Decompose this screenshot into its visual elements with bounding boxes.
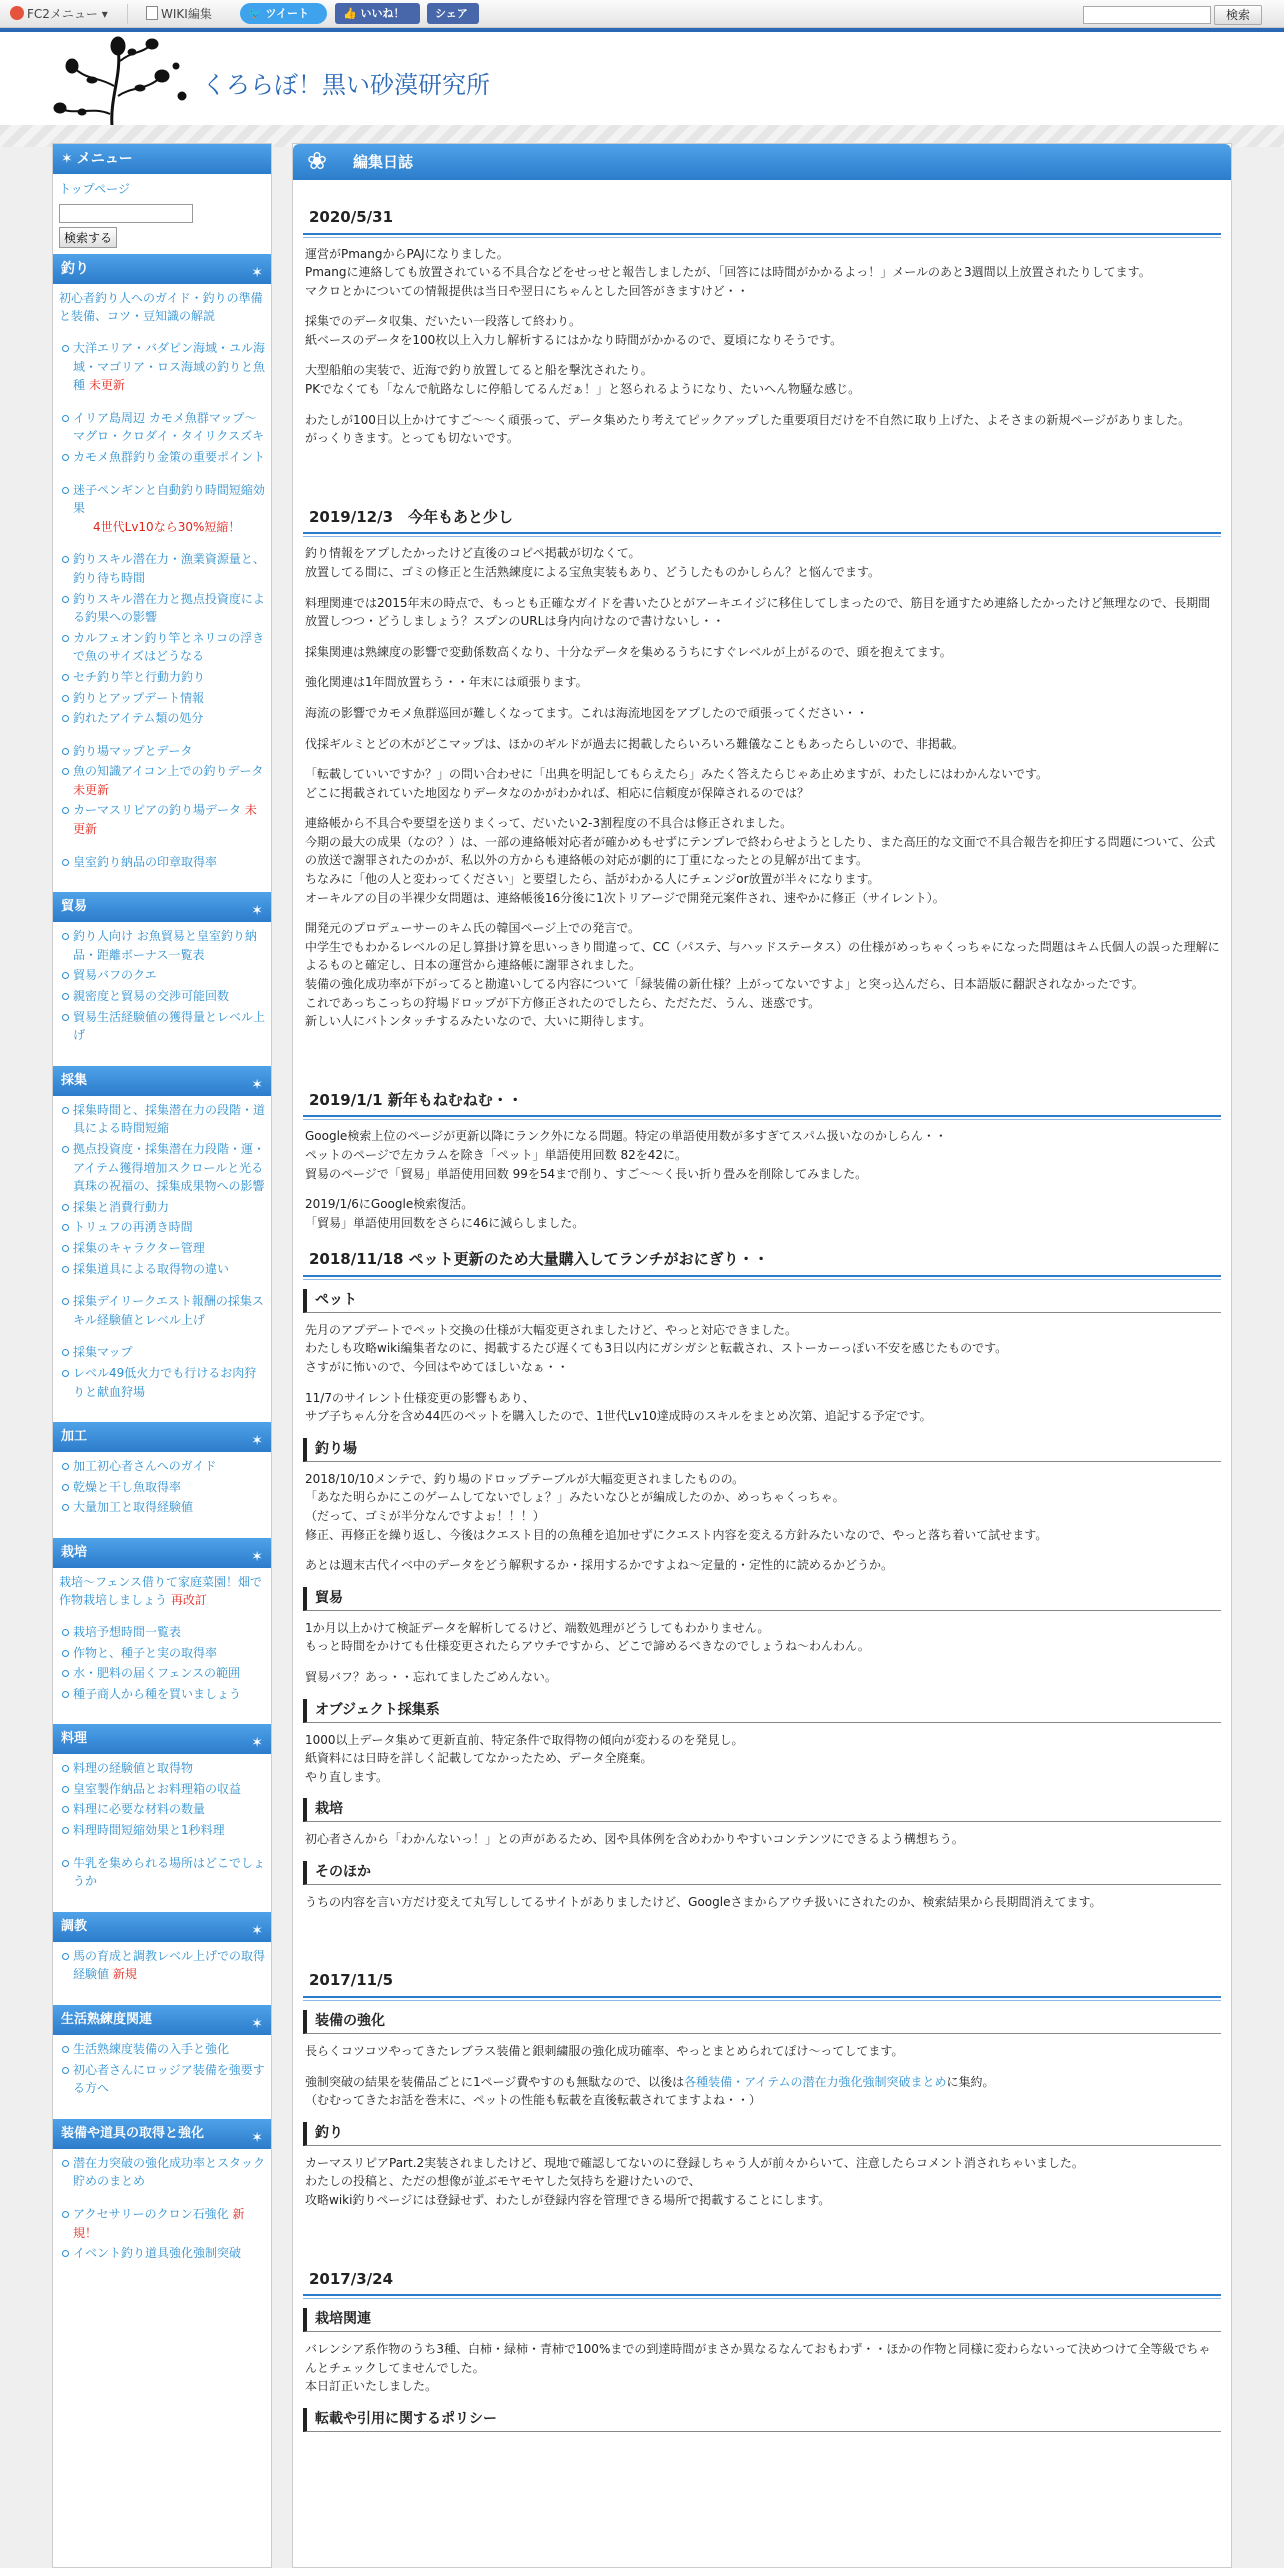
section-title: 生活熟練度関連 (61, 2012, 153, 2028)
sidebar-link-label: トリュフの再湧き時間 (73, 1220, 193, 1235)
entry-date-heading: 2018/11/18 ペット更新のため大量購入してランチがおにぎり・・ (303, 1244, 1221, 1277)
share-label: シェア (435, 7, 468, 20)
site-title[interactable]: くろらぼ！黒い砂漠研究所 (202, 71, 490, 99)
paragraph-text: 連絡帳から不具合や要望を送りまくって、だいたい2-3割程度の不具合は修正されました。 今期の最大の成果（なの？）は、一部の連絡帳対応者が確かめもせずにテンプレで終わらせようとしたり、また高圧的な文面で不具合報告を抑圧する問題について、公式の放送で謝罪されたのかが、私以外の方からも連絡帳の対応が劇的に丁重になったとの見解が出てます。 ちなみに「他の人と変わってください」と要望したら、話がわかる人にチェンジor放置が半々になります。 オーキルアの目の半裸少女問題は、連絡帳後16分後に1次トリアージで開発元案件され、速やかに修正（サイレント）。 (305, 816, 1216, 905)
sidebar-link-label: イベント釣り道具強化強制突破 (73, 2246, 242, 2261)
toolbar-divider (127, 4, 128, 24)
paragraph-text: 初心者さんから「わかんないっ！」との声があるため、図や具体例を含めわかりやすいコンテンツにできるよう構想ちう。 (305, 1832, 964, 1847)
entry-subheading: 貿易 (303, 1587, 1221, 1611)
sidebar-search-button[interactable]: 検索する (59, 227, 117, 248)
entry-paragraph (303, 643, 1221, 662)
sparkle-icon: ✶ (251, 1922, 263, 1939)
paragraph-text: Google検索上位のページが更新以降にランク外になる問題。特定の単語使用数が多すぎてスパム扱いなのかしらん・・ ペットのページで左カラムを除き「ペット」単語使用回数 82を42に。 貿易のページで「貿易」単語使用回数 99を54まで削り、すご～～く長い折り畳みを削除してみました。 (305, 1129, 947, 1181)
paragraph-text: あとは週末古代イベ中のデータをどう解釈するか・採用するかですよね～定量的・定性的に読めるかどうか。 (305, 1558, 894, 1573)
sidebar-link[interactable] (59, 800, 265, 839)
paragraph-text: 開発元のプロデューサーのキム氏の韓国ページ上での発言で。 中学生でもわかるレベルの足し算掛け算を思いっきり間違って、CC（パステ、与ハッドステータス）の仕様がめっちゃくっちゃになった問題はキム氏個人の誤った理解によるものと確定し、日本の運営から連絡帳に謝罪されました。 装備の強化成功率が下がってると勘違いしてる内容について「緑装備の新仕様？上がってないですよ」と突っ込んだら、日本語版に翻訳されなかったです。 これであっちこっちの狩場ドロップが下方修正されたのでしたら、ただただ、うん、迷惑です。 新しい人にバトンタッチするみたいなので、大いに期待します。 (305, 921, 1220, 1029)
sidebar-section-header (53, 254, 271, 284)
sparkle-icon: ✶ (251, 903, 263, 920)
sidebar-link[interactable] (59, 1946, 265, 1985)
sidebar-section (53, 2035, 271, 2105)
sidebar-link[interactable] (59, 1139, 265, 1197)
sidebar-link[interactable] (59, 926, 265, 965)
wiki-edit-link[interactable] (146, 5, 212, 23)
entry-paragraph (303, 2073, 1221, 2110)
wiki-edit-label: WIKI編集 (161, 7, 212, 21)
sidebar-link[interactable] (59, 1007, 265, 1046)
sidebar-link-label: 生活熟練度装備の入手と強化 (73, 2042, 230, 2057)
sidebar-link-label: 牛乳を集められる場所はどこでしょうか (73, 1855, 266, 1889)
entry-spacer (303, 1923, 1221, 1953)
sidebar-link-label: 料理に必要な材料の数量 (73, 1802, 206, 1817)
sidebar-link-label: 釣り人向け お魚貿易と皇室釣り納品・距離ボーナス一覧表 (73, 929, 257, 962)
section-intro-link[interactable]: 栽培～フェンス借りて家庭菜園！畑で作物栽培しましょう 再改訂 (59, 1574, 263, 1607)
status-badge: 未更新 (85, 378, 125, 393)
paragraph-text: 1か月以上かけて検証データを解析してるけど、端数処理がどうしてもわかりません。 もっと時間をかけても仕様変更されたらアウチですから、どこで諦めるべきなのでしょうね～わんわん。 (305, 1620, 870, 1654)
sidebar-link-label: 釣りとアップデート情報 (73, 690, 205, 705)
entry-paragraph (303, 1127, 1221, 1183)
entry-subheading: 装備の強化 (303, 2010, 1221, 2034)
sidebar-link[interactable] (59, 2060, 265, 2099)
sidebar-link[interactable] (59, 1779, 265, 1800)
main-content (292, 143, 1232, 2568)
flower-icon: ❀ (307, 147, 328, 175)
sidebar-link[interactable] (59, 1100, 265, 1139)
sidebar-link[interactable] (59, 2204, 265, 2243)
section-title: 装備や道具の取得と強化 (61, 2125, 205, 2141)
sidebar-link-label: セチ釣り竿と行動力釣り (73, 669, 206, 684)
entry-date-heading: 2019/12/3 今年もあと少し (303, 502, 1221, 535)
sidebar-section (53, 1096, 271, 1408)
paragraph-text: 伐採ギルミとどの木がどこマップは、ほかのギルドが過去に掲載したらいろいろ難儀なこともあったらしいので、非掲載。 (305, 736, 964, 751)
entry-spacer (303, 460, 1221, 490)
sidebar-link-label: カルフェオン釣り竿とネリコの浮きで魚のサイズはどうなる (73, 630, 265, 664)
entry-paragraph (303, 814, 1221, 907)
thumbs-up-icon: 👍 (343, 7, 361, 20)
section-title: 採集 (61, 1072, 88, 1088)
entry-subheading: オブジェクト採集系 (303, 1699, 1221, 1723)
entry-date-heading: 2017/11/5 (303, 1965, 1221, 1998)
entry-paragraph (303, 1830, 1221, 1849)
main-header-title: 編集日誌 (353, 153, 414, 171)
sidebar-link-label: 乾燥と干し魚取得率 (73, 1479, 182, 1494)
sidebar-link-label: 貿易バフのクエ (73, 968, 157, 983)
sidebar-link[interactable] (59, 1477, 265, 1498)
sidebar-section (53, 922, 271, 1052)
highlight-note: 4世代Lv10なら30%短縮！ (93, 519, 241, 534)
paragraph-text: 2019/1/6にGoogle検索復活。 「貿易」単語使用回数をさらに46に減らしました。 (305, 1197, 585, 1230)
like-label: いいね！ (360, 7, 405, 20)
entry-paragraph (303, 312, 1221, 349)
sidebar-link[interactable] (59, 1853, 265, 1892)
sidebar-link-label: 皇室製作納品とお料理箱の収益 (73, 1781, 242, 1796)
sidebar-link-label: 皇室釣り納品の印章取得率 (73, 854, 218, 869)
entry-subheading: ペット (303, 1289, 1221, 1313)
vine-logo-icon (52, 36, 192, 126)
sidebar-link-label: 親密度と貿易の交渉可能回数 (73, 989, 230, 1004)
paragraph-text: 1000以上データ集めて更新直前、特定条件で取得物の傾向が変わるのを発見し。 紙資料には日時を詳しく記載してなかったため、データ全廃棄。 やり直します。 (305, 1732, 744, 1784)
sidebar-section-header (53, 2005, 271, 2035)
sidebar-link-label: アクセサリーのクロン石強化 (73, 2207, 229, 2221)
sidebar-link[interactable] (59, 2039, 265, 2060)
sidebar-link[interactable] (59, 667, 265, 688)
sidebar-link[interactable] (59, 1643, 265, 1664)
sidebar-link[interactable] (59, 338, 265, 396)
like-button[interactable] (335, 3, 420, 24)
sidebar-link-list (59, 338, 265, 872)
entry-paragraph (303, 673, 1221, 692)
sidebar-link-label: 釣れたアイテム類の処分 (73, 711, 204, 726)
sidebar-link-label: レベル49低火力でも行けるお肉狩りと献血狩場 (73, 1365, 257, 1399)
paragraph-text: 大型船舶の実装で、近海で釣り放置してると船を撃沈されたり。 PKでなくても「なんで航路なしに停船してるんだぁ！」と怒られるようになり、たいへん物騒な感じ。 (305, 363, 861, 397)
paragraph-text: 先月のアプデートでペット交換の仕様が大幅変更されましたけど、やっと対応できました。 わたしも攻略wiki編集者なのに、掲載するたび遅くても3日以内にガシガシと転載され、ストーカーっぽい不安を感じたものです。 さすがに怖いので、今回はやめてほしいなぁ・・ (305, 1322, 1008, 1374)
share-button[interactable] (427, 3, 479, 24)
sidebar-link-label: 大洋エリア・バダピン海域・ユル海域・マゴリア・ロス海域の釣りと魚種 (73, 341, 266, 393)
sidebar-link-label: 大量加工と取得経験値 (73, 1500, 194, 1515)
entry-paragraph (303, 1731, 1221, 1787)
entry-subheading: そのほか (303, 1861, 1221, 1885)
paragraph-text: 2018/10/10メンテで、釣り場のドロップテーブルが大幅変更されましたものの。 「あなた明らかにこのゲームしてないでしょ？」みたいなひとが編成したのか、めっちゃくっちゃ。 （だって、ゴミが半分なんですよぉ！！！） 修正、再修正を繰り返し、今後はクエスト目的の魚種を追加せずにクエスト内容を変える方針みたいなので、やっと落ち着いて試せます。 (305, 1471, 1048, 1542)
sparkle-icon: ✶ (251, 1433, 263, 1450)
sidebar-link[interactable] (59, 965, 265, 986)
sidebar-link-label: イリア島周辺 カモメ魚群マップ～マグロ・クロダイ・タイリクスズキ (73, 410, 265, 444)
section-title: 料理 (61, 1731, 88, 1747)
sidebar-link-list (59, 1100, 265, 1402)
sidebar-section (53, 1942, 271, 1991)
sidebar-link-label: 迷子ペンギンと自動釣り時間短縮効果 (73, 482, 265, 516)
sidebar-link-list (59, 926, 265, 1046)
sidebar-link[interactable] (59, 480, 265, 538)
paragraph-text: 11/7のサイレント仕様変更の影響もあり、 サブ子ちゃん分を含め44匹のペットを購入したので、1世代Lv10達成時のスキルをまとめ次第、追記する予定です。 (305, 1390, 932, 1424)
sidebar-section (53, 1568, 271, 1710)
entry-subheading: 転載や引用に関するポリシー (303, 2408, 1221, 2432)
entry-paragraph (303, 1195, 1221, 1232)
entry-subheading: 栽培 (303, 1798, 1221, 1822)
sidebar-link-label: 作物と、種子と実の取得率 (73, 1645, 218, 1660)
sidebar-link-list (59, 1758, 265, 1892)
sidebar-link[interactable] (59, 1363, 265, 1402)
paragraph-text: 採集でのデータ収集、だいたい一段落して終わり。 紙ベースのデータを100枚以上入力し解析するにはかなり時間がかかるので、夏頃になりそうです。 (305, 314, 843, 347)
fc2-menu[interactable] (10, 5, 108, 23)
fc2-menu-label: FC2メニュー ▾ (27, 7, 108, 21)
menu-title: メニュー (76, 151, 133, 167)
sidebar-link-label: 料理の経験値と取得物 (73, 1761, 194, 1776)
sidebar-link[interactable] (59, 1456, 265, 1477)
entry-paragraph (303, 1556, 1221, 1575)
sidebar-link[interactable] (59, 2153, 265, 2192)
sidebar-link-list (59, 1456, 265, 1518)
sidebar-section-header (53, 1422, 271, 1452)
sidebar-link-label: 馬の育成と調教レベル上げでの取得経験値 (73, 1948, 266, 1982)
search-input[interactable] (1083, 6, 1211, 24)
entry-date-heading: 2017/3/24 (303, 2264, 1221, 2297)
paragraph-text: 強化関連は1年間放置ちう・・年末には頑張ります。 (305, 675, 588, 690)
sidebar-link-list (59, 1946, 265, 1985)
paragraph-text: 貿易バフ？あっ・・忘れてましたごめんない。 (305, 1669, 557, 1684)
sidebar-link-label: 貿易生活経験値の獲得量とレベル上げ (73, 1009, 266, 1043)
sidebar-link-label: 採集道具による取得物の違い (73, 1261, 230, 1276)
sidebar-link-label: 釣りスキル潜在力・漁業資源量と、釣り待ち時間 (73, 552, 265, 585)
status-badge: 新規！ (73, 2207, 245, 2240)
sidebar-link[interactable] (59, 1342, 265, 1363)
sparkle-icon: ✶ (251, 2016, 263, 2033)
sidebar-link-label: 栽培予想時間一覧表 (73, 1624, 182, 1639)
top-toolbar (0, 0, 1284, 28)
new-badge: 再改訂 (167, 1592, 207, 1607)
entry-paragraph (303, 2154, 1221, 2210)
sidebar-link-label: 釣り場マップとデータ (73, 743, 193, 758)
sidebar-link[interactable] (59, 852, 265, 873)
section-intro-link[interactable]: 初心者釣り人へのガイド・釣りの準備と装備、コツ・豆知識の解説 (59, 291, 263, 323)
sidebar-section (53, 1754, 271, 1898)
entry-paragraph (303, 544, 1221, 581)
top-page-link[interactable]: トップページ (59, 182, 130, 196)
paragraph-text: に集約。 （むむってきたお話を巻末に、ペットの性能も転載を直後転載されてますよね・・） (305, 2074, 995, 2108)
section-title: 加工 (61, 1429, 88, 1445)
entry-paragraph (303, 765, 1221, 802)
journal-entries (293, 180, 1231, 2450)
sidebar-link[interactable] (59, 408, 265, 447)
status-badge: 未更新 (73, 803, 257, 837)
entry-paragraph (303, 411, 1221, 448)
paragraph-text: カーマスリピアPart.2実装されましたけど、現地で確認してないのに登録しちゃう人が前々からいて、注意したらコメント消されちゃいました。 わたしの投稿と、ただの想像が並ぶモヤモヤした気持ちを避けたいので、 攻略wiki釣りページには登録せず、わたしが登録内容を管理できる場所で掲載することにします。 (305, 2155, 1084, 2207)
sidebar-link[interactable] (59, 986, 265, 1007)
entry-paragraph (303, 704, 1221, 723)
paragraph-text: わたしが100日以上かけてすご～～く頑張って、データ集めたり考えてピックアップした重要項目だけを不自然に取り上げた、よそさまの新規ページがありました。 がっくりきます。とっても切ないです。 (305, 412, 1191, 446)
entry-spacer (303, 1043, 1221, 1073)
sidebar-link-list (59, 2039, 265, 2099)
sidebar-link[interactable] (59, 1758, 265, 1779)
entry-paragraph (303, 1619, 1221, 1656)
sidebar-link[interactable] (59, 1663, 265, 1684)
entry-date-heading: 2019/1/1 新年もねむねむ・・ (303, 1085, 1221, 1118)
sidebar-link[interactable] (59, 1684, 265, 1705)
sidebar-link-label: 水・肥料の届くフェンスの範囲 (73, 1666, 241, 1681)
fc2-icon (10, 6, 24, 20)
entry-spacer (303, 2222, 1221, 2252)
status-badge: 新規 (109, 1967, 137, 1982)
sidebar-link-label: カーマスリピアの釣り場データ (73, 803, 242, 818)
sidebar-link[interactable] (59, 708, 265, 729)
sidebar-link[interactable] (59, 1799, 265, 1820)
sidebar-menu-header (53, 144, 271, 174)
sparkle-icon: ✶ (251, 2129, 263, 2146)
sidebar-section-header (53, 1538, 271, 1568)
entry-subheading: 栽培関連 (303, 2308, 1221, 2332)
sidebar-section-header (53, 1066, 271, 1096)
entry-paragraph (303, 2340, 1221, 2396)
paragraph-text: バレンシア系作物のうち3種、白柿・緑柿・青柿で100%までの到達時間がまさか異なるなんておもわず・・ほかの作物と同様に変わらないって決めつけて全等級でちゃんとチェックしてませんでした。 本日訂正いたしました。 (305, 2342, 1211, 2394)
sidebar-search (53, 174, 271, 254)
sidebar-link-label: 採集のキャラクター管理 (73, 1240, 205, 1255)
sidebar-section (53, 2149, 271, 2270)
paragraph-text: 海流の影響でカモメ魚群巡回が難しくなってます。これは海流地図をアプしたので頑張ってください・・ (305, 705, 869, 720)
entry-subheading: 釣り (303, 2122, 1221, 2146)
paragraph-text: 強制突破の結果を装備品ごとに1ページ費やすのも無駄なので、以後は (305, 2074, 685, 2089)
entry-paragraph (303, 1470, 1221, 1544)
sidebar (52, 143, 272, 2568)
search-button[interactable]: 検索 (1214, 5, 1262, 25)
entry-date-heading: 2020/5/31 (303, 202, 1221, 235)
sidebar-link-label: 加工初心者さんへのガイド (73, 1459, 217, 1474)
sidebar-link[interactable] (59, 761, 265, 800)
edit-icon (146, 6, 158, 20)
sidebar-link-label: カモメ魚群釣り金策の重要ポイント (73, 449, 266, 464)
sidebar-link-list (59, 1622, 265, 1704)
sidebar-link-list (59, 2153, 265, 2264)
sidebar-link-label: 採集デイリークエスト報酬の採集スキル経験値とレベル上げ (73, 1294, 264, 1327)
entry-paragraph (303, 361, 1221, 398)
sidebar-link-label: 魚の知識アイコン上での釣りデータ (73, 764, 264, 779)
paragraph-text: 釣り情報をアプしたかったけど直後のコピペ掲載が切なくて。 放置してる間に、ゴミの修正と生活熟練度による宝魚実装もあり、どうしたものかしらん？と悩んでます。 (305, 546, 881, 579)
entry-subheading: 釣り場 (303, 1438, 1221, 1462)
sparkle-icon: ✶ (251, 1076, 263, 1093)
sidebar-link[interactable] (59, 2243, 265, 2264)
entry-paragraph (303, 919, 1221, 1031)
entry-paragraph (303, 1389, 1221, 1426)
sidebar-link-label: 初心者さんにロッジア装備を強要する方へ (73, 2062, 265, 2096)
entry-paragraph (303, 2042, 1221, 2061)
section-title: 釣り (61, 261, 89, 277)
sidebar-sections (53, 254, 271, 2270)
paragraph-text: 長らくコツコツやってきたレブラス装備と銀刺繍服の強化成功確率、やっとまとめられてぽけ～ってしてます。 (305, 2043, 904, 2058)
sidebar-search-input[interactable] (59, 204, 193, 223)
twitter-icon: 🐦 (248, 7, 266, 20)
star-icon: ✶ (61, 151, 73, 167)
main-header (293, 144, 1231, 180)
sidebar-section-header (53, 892, 271, 922)
tweet-label: ツイート (265, 7, 309, 20)
section-title: 貿易 (61, 899, 88, 915)
sidebar-section-header (53, 1724, 271, 1754)
sidebar-link-label: 採集時間と、採集潜在力の段階・道具による時間短縮 (73, 1102, 266, 1136)
sidebar-link[interactable] (59, 1497, 265, 1518)
entry-paragraph (303, 245, 1221, 301)
sidebar-link[interactable] (59, 549, 265, 588)
sidebar-link[interactable] (59, 741, 265, 762)
paragraph-text: 料理関連では2015年末の時点で、もっとも正確なガイドを書いたひとがアーキエイジに移住してしまったので、筋目を通すため連絡したかったけど無理なので、長期間放置しつつ・どうしましょう？スプンのURLは身内向けなので書けないし・・ (305, 595, 1211, 629)
sidebar-link[interactable] (59, 1622, 265, 1643)
entry-paragraph (303, 1668, 1221, 1687)
sidebar-link-label: 拠点投資度・採集潜在力段階・運・アイテム獲得増加スクロールと光る真珠の祝福の、採集成果物への影響 (73, 1142, 266, 1194)
sidebar-link-label: 採集マップ (73, 1345, 133, 1360)
sidebar-link[interactable] (59, 1820, 265, 1841)
sidebar-link[interactable] (59, 1291, 265, 1330)
sidebar-link[interactable] (59, 1259, 265, 1280)
site-header (0, 28, 1284, 125)
inline-link[interactable]: 各種装備・アイテムの潜在力強化強制突破まとめ (684, 2074, 947, 2089)
sidebar-section-header (53, 2119, 271, 2149)
sidebar-section (53, 1452, 271, 1524)
paragraph-text: 採集関連は熟練度の影響で変動係数高くなり、十分なデータを集めるうちにすぐレベルが上がるので、頭を抱えてます。 (305, 644, 952, 659)
entry-paragraph (303, 1321, 1221, 1377)
entry-paragraph (303, 735, 1221, 754)
sidebar-section-header (53, 1912, 271, 1942)
sidebar-link-label: 潜在力突破の強化成功率とスタック貯めのまとめ (73, 2155, 266, 2189)
sidebar-link-label: 採集と消費行動力 (73, 1199, 170, 1214)
sidebar-link-label: 釣りスキル潜在力と拠点投資度による釣果への影響 (73, 591, 265, 625)
sidebar-link-label: 種子商人から種を買いましょう (73, 1686, 242, 1701)
sidebar-link[interactable] (59, 447, 265, 468)
sidebar-link[interactable] (59, 1238, 265, 1259)
sidebar-link[interactable] (59, 589, 265, 628)
section-title: 調教 (61, 1918, 88, 1934)
paragraph-text: 運営がPmangからPAJになりました。 Pmangに連絡しても放置されている不具合などをせっせと報告しましたが、「回答には時間がかかるよっ！」メールのあと3週間以上放置されたりしてます。 マクロとかについての情報提供は当日や翌日にちゃんとした回答がきますけど・・ (305, 246, 1151, 298)
paragraph-text: うちの内容を言い方だけ変えて丸写ししてるサイトがありましたけど、Googleさまからアウチ扱いにされたのか、検索結果から長期間消えてます。 (305, 1894, 1102, 1909)
sidebar-link[interactable] (59, 628, 265, 667)
sidebar-link[interactable] (59, 1217, 265, 1238)
sidebar-link-label: 料理時間短縮効果と1秒料理 (73, 1823, 225, 1838)
sidebar-link[interactable] (59, 688, 265, 709)
sidebar-link[interactable] (59, 1197, 265, 1218)
sidebar-section (53, 284, 271, 878)
sparkle-icon: ✶ (251, 265, 263, 281)
sparkle-icon: ✶ (251, 1735, 263, 1752)
paragraph-text: 「転載していいですか？」の問い合わせに「出典を明記してもらえたら」みたく答えたらじゃあ止めますが、わたしにはわかんないです。 どこに掲載されていた地図なりデータなのかがわかれば、相応に信頼度が保障されるのでは？ (305, 767, 1049, 800)
entry-paragraph (303, 1893, 1221, 1912)
section-title: 栽培 (61, 1544, 88, 1560)
sparkle-icon: ✶ (251, 1548, 263, 1565)
entry-paragraph (303, 594, 1221, 631)
status-badge: 未更新 (73, 782, 110, 797)
tweet-button[interactable] (240, 3, 327, 24)
